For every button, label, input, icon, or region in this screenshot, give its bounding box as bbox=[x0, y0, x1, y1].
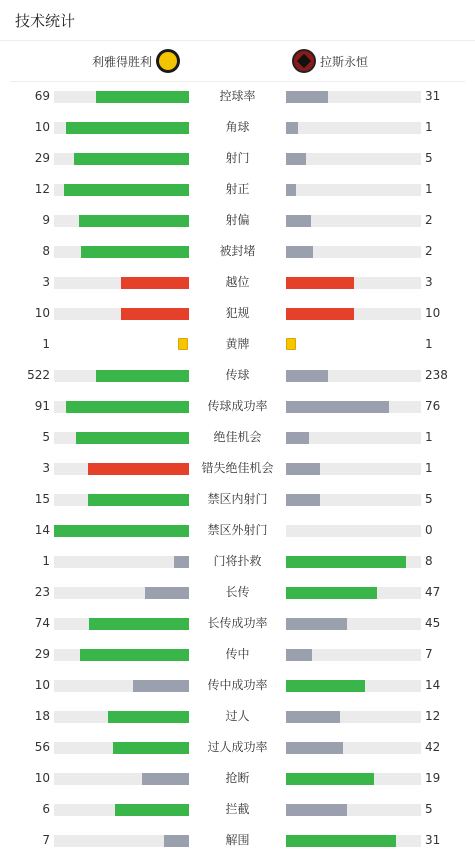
away-value: 1 bbox=[425, 182, 433, 196]
stat-label: 过人成功率 bbox=[207, 740, 268, 754]
home-bar-fill bbox=[121, 308, 189, 320]
yellow-card-icon bbox=[178, 338, 188, 350]
home-bar bbox=[54, 184, 189, 196]
stat-row bbox=[0, 174, 475, 205]
stat-row bbox=[0, 577, 475, 608]
away-value: 31 bbox=[425, 833, 441, 847]
home-value: 29 bbox=[34, 647, 50, 661]
section-header bbox=[0, 0, 475, 41]
home-bar bbox=[54, 649, 189, 661]
away-bar-fill bbox=[286, 556, 406, 568]
home-bar bbox=[54, 91, 189, 103]
home-value: 10 bbox=[34, 120, 50, 134]
home-bar bbox=[54, 587, 189, 599]
home-bar-fill bbox=[76, 432, 189, 444]
away-bar-fill bbox=[286, 742, 343, 754]
away-bar-fill bbox=[286, 711, 340, 723]
stat-label: 犯规 bbox=[225, 306, 250, 320]
away-value: 2 bbox=[425, 244, 433, 258]
home-value: 69 bbox=[34, 89, 50, 103]
stat-label: 门将扑救 bbox=[213, 554, 262, 568]
home-value: 5 bbox=[42, 430, 50, 444]
away-value: 1 bbox=[425, 120, 433, 134]
away-bar-fill bbox=[286, 804, 347, 816]
stat-row bbox=[0, 267, 475, 298]
stat-row bbox=[0, 515, 475, 546]
home-bar bbox=[54, 680, 189, 692]
home-value: 1 bbox=[42, 337, 50, 351]
stat-row bbox=[0, 794, 475, 825]
away-bar bbox=[286, 587, 421, 599]
stat-row bbox=[0, 329, 475, 360]
home-value: 23 bbox=[34, 585, 50, 599]
home-value: 18 bbox=[34, 709, 50, 723]
away-bar-fill bbox=[286, 680, 365, 692]
away-bar bbox=[286, 277, 421, 289]
stat-row bbox=[0, 298, 475, 329]
away-bar-fill bbox=[286, 401, 389, 413]
stat-row bbox=[0, 825, 475, 856]
away-bar-fill bbox=[286, 649, 312, 661]
stat-label: 解围 bbox=[225, 833, 250, 847]
home-bar-fill bbox=[88, 494, 189, 506]
away-value: 31 bbox=[425, 89, 441, 103]
home-bar-fill bbox=[96, 370, 189, 382]
stat-row bbox=[0, 608, 475, 639]
home-bar bbox=[54, 494, 189, 506]
stat-label: 传中 bbox=[225, 647, 250, 661]
home-bar-fill bbox=[96, 91, 189, 103]
home-team-logo-icon bbox=[156, 49, 180, 73]
away-bar-fill bbox=[286, 153, 306, 165]
home-value: 522 bbox=[27, 368, 50, 382]
teams-row bbox=[10, 41, 465, 82]
away-value: 1 bbox=[425, 337, 433, 351]
stat-label: 传球 bbox=[225, 368, 250, 382]
home-value: 15 bbox=[34, 492, 50, 506]
away-bar bbox=[286, 525, 421, 537]
away-bar bbox=[286, 463, 421, 475]
stat-row bbox=[0, 546, 475, 577]
home-value: 3 bbox=[42, 275, 50, 289]
stat-label: 越位 bbox=[225, 275, 250, 289]
stat-label: 拦截 bbox=[225, 802, 250, 816]
away-bar bbox=[286, 804, 421, 816]
away-bar-fill bbox=[286, 91, 328, 103]
home-bar bbox=[54, 835, 189, 847]
away-value: 47 bbox=[425, 585, 441, 599]
home-bar-fill bbox=[108, 711, 189, 723]
away-bar bbox=[286, 308, 421, 320]
home-value: 10 bbox=[34, 678, 50, 692]
home-bar-fill bbox=[66, 401, 189, 413]
stat-label: 传中成功率 bbox=[207, 678, 268, 692]
home-value: 8 bbox=[42, 244, 50, 258]
away-value: 7 bbox=[425, 647, 433, 661]
away-value: 2 bbox=[425, 213, 433, 227]
stat-label: 传球成功率 bbox=[207, 399, 268, 413]
stat-row bbox=[0, 81, 475, 112]
away-bar bbox=[286, 122, 421, 134]
home-value: 56 bbox=[34, 740, 50, 754]
stat-row bbox=[0, 360, 475, 391]
stat-row bbox=[0, 143, 475, 174]
stat-row bbox=[0, 763, 475, 794]
home-bar-fill bbox=[115, 804, 189, 816]
home-bar bbox=[54, 525, 189, 537]
home-team[interactable] bbox=[92, 41, 180, 81]
away-bar bbox=[286, 184, 421, 196]
stat-label: 长传成功率 bbox=[207, 616, 268, 630]
away-bar bbox=[286, 773, 421, 785]
home-value: 3 bbox=[42, 461, 50, 475]
home-bar bbox=[54, 246, 189, 258]
stat-row bbox=[0, 236, 475, 267]
home-bar bbox=[54, 556, 189, 568]
section-title: 技术统计 bbox=[15, 11, 76, 30]
stat-label: 抢断 bbox=[225, 771, 250, 785]
stat-row bbox=[0, 112, 475, 143]
away-bar bbox=[286, 618, 421, 630]
stat-label: 角球 bbox=[225, 120, 250, 134]
away-value: 19 bbox=[425, 771, 441, 785]
home-bar-fill bbox=[121, 277, 189, 289]
away-value: 5 bbox=[425, 151, 433, 165]
home-value: 10 bbox=[34, 771, 50, 785]
away-value: 1 bbox=[425, 461, 433, 475]
away-bar-fill bbox=[286, 215, 311, 227]
stat-row bbox=[0, 701, 475, 732]
away-bar bbox=[286, 680, 421, 692]
home-bar-fill bbox=[164, 835, 189, 847]
away-bar-fill bbox=[286, 184, 296, 196]
away-bar bbox=[286, 91, 421, 103]
stat-row bbox=[0, 639, 475, 670]
stat-label: 错失绝佳机会 bbox=[201, 461, 274, 475]
home-bar-fill bbox=[74, 153, 189, 165]
away-bar-fill bbox=[286, 308, 354, 320]
home-bar-fill bbox=[80, 649, 189, 661]
home-value: 91 bbox=[34, 399, 50, 413]
home-bar-fill bbox=[89, 618, 189, 630]
away-team[interactable] bbox=[292, 41, 368, 81]
away-value: 5 bbox=[425, 802, 433, 816]
away-bar bbox=[286, 432, 421, 444]
away-bar bbox=[286, 742, 421, 754]
away-team-name: 拉斯永恒 bbox=[320, 54, 369, 69]
home-bar bbox=[54, 122, 189, 134]
home-bar bbox=[54, 463, 189, 475]
home-bar bbox=[54, 277, 189, 289]
home-bar bbox=[54, 711, 189, 723]
home-bar bbox=[54, 742, 189, 754]
stat-row bbox=[0, 484, 475, 515]
home-bar bbox=[54, 308, 189, 320]
away-bar-fill bbox=[286, 122, 298, 134]
away-value: 76 bbox=[425, 399, 441, 413]
home-bar-fill bbox=[88, 463, 189, 475]
home-bar bbox=[54, 804, 189, 816]
home-value: 74 bbox=[34, 616, 50, 630]
away-bar-fill bbox=[286, 246, 313, 258]
stat-label: 禁区内射门 bbox=[207, 492, 268, 506]
home-value: 10 bbox=[34, 306, 50, 320]
away-bar-fill bbox=[286, 277, 354, 289]
home-value: 12 bbox=[34, 182, 50, 196]
away-bar bbox=[286, 711, 421, 723]
away-value: 42 bbox=[425, 740, 441, 754]
home-value: 29 bbox=[34, 151, 50, 165]
away-value: 10 bbox=[425, 306, 441, 320]
away-value: 238 bbox=[425, 368, 448, 382]
home-bar bbox=[54, 618, 189, 630]
home-bar-fill bbox=[174, 556, 189, 568]
stat-row bbox=[0, 391, 475, 422]
stat-label: 被封堵 bbox=[219, 244, 256, 258]
away-bar bbox=[286, 215, 421, 227]
home-bar-fill bbox=[79, 215, 189, 227]
away-bar-fill bbox=[286, 618, 347, 630]
home-bar-fill bbox=[66, 122, 189, 134]
away-bar-fill bbox=[286, 494, 320, 506]
home-bar-fill bbox=[81, 246, 189, 258]
stat-label: 控球率 bbox=[219, 89, 256, 103]
away-bar bbox=[286, 494, 421, 506]
away-bar bbox=[286, 370, 421, 382]
home-bar bbox=[54, 401, 189, 413]
away-value: 14 bbox=[425, 678, 441, 692]
away-bar-fill bbox=[286, 463, 320, 475]
yellow-card-icon bbox=[286, 338, 296, 350]
away-bar bbox=[286, 649, 421, 661]
away-team-logo-icon bbox=[292, 49, 316, 73]
home-value: 14 bbox=[34, 523, 50, 537]
home-bar-fill bbox=[64, 184, 189, 196]
away-value: 12 bbox=[425, 709, 441, 723]
away-bar bbox=[286, 835, 421, 847]
home-bar bbox=[54, 153, 189, 165]
away-value: 8 bbox=[425, 554, 433, 568]
away-bar bbox=[286, 246, 421, 258]
home-bar-fill bbox=[133, 680, 189, 692]
away-bar bbox=[286, 153, 421, 165]
stat-row bbox=[0, 670, 475, 701]
away-bar-fill bbox=[286, 370, 328, 382]
home-bar bbox=[54, 432, 189, 444]
home-bar-fill bbox=[54, 525, 189, 537]
away-bar-fill bbox=[286, 773, 374, 785]
home-value: 7 bbox=[42, 833, 50, 847]
away-value: 5 bbox=[425, 492, 433, 506]
away-bar-fill bbox=[286, 835, 396, 847]
stat-label: 长传 bbox=[225, 585, 250, 599]
stat-row bbox=[0, 422, 475, 453]
stat-row bbox=[0, 205, 475, 236]
home-bar-fill bbox=[142, 773, 189, 785]
home-bar bbox=[54, 773, 189, 785]
home-bar bbox=[54, 370, 189, 382]
home-bar-fill bbox=[145, 587, 189, 599]
stat-row bbox=[0, 732, 475, 763]
away-bar-fill bbox=[286, 432, 309, 444]
stat-label: 黄牌 bbox=[225, 337, 250, 351]
stat-label: 射正 bbox=[225, 182, 250, 196]
stat-label: 绝佳机会 bbox=[213, 430, 262, 444]
away-value: 45 bbox=[425, 616, 441, 630]
away-value: 3 bbox=[425, 275, 433, 289]
home-bar-fill bbox=[113, 742, 189, 754]
away-bar bbox=[286, 401, 421, 413]
home-bar bbox=[54, 215, 189, 227]
stat-label: 射偏 bbox=[225, 213, 250, 227]
home-value: 6 bbox=[42, 802, 50, 816]
home-team-name: 利雅得胜利 bbox=[91, 54, 152, 69]
stat-label: 禁区外射门 bbox=[207, 523, 268, 537]
stat-label: 射门 bbox=[225, 151, 250, 165]
away-value: 1 bbox=[425, 430, 433, 444]
home-value: 9 bbox=[42, 213, 50, 227]
stat-row bbox=[0, 453, 475, 484]
home-value: 1 bbox=[42, 554, 50, 568]
stat-label: 过人 bbox=[225, 709, 250, 723]
away-bar-fill bbox=[286, 587, 377, 599]
away-value: 0 bbox=[425, 523, 433, 537]
away-bar bbox=[286, 556, 421, 568]
